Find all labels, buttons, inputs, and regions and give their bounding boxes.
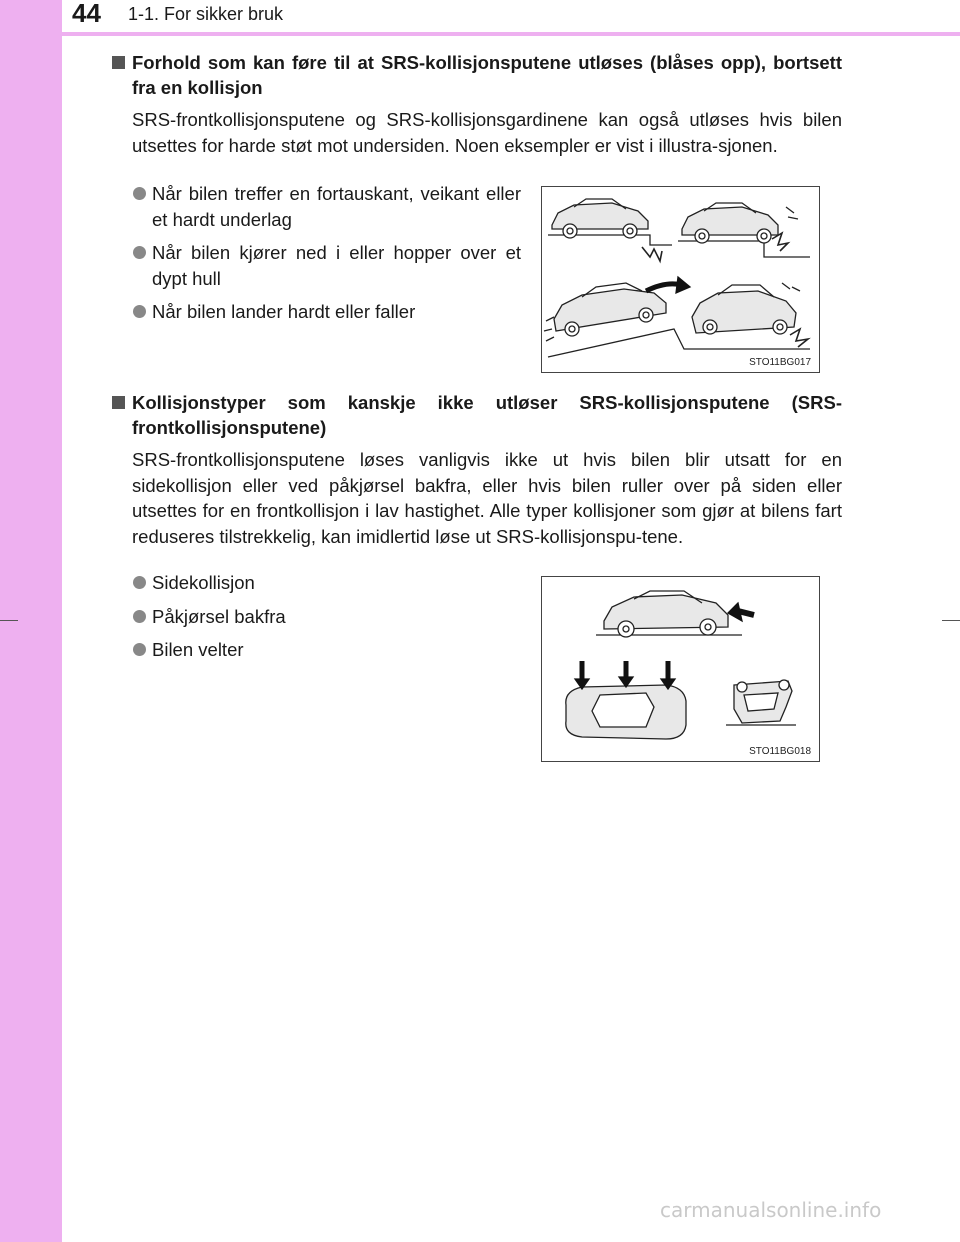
- header-rule: [62, 32, 960, 36]
- crop-mark-left: [0, 620, 18, 621]
- page-number: 44: [72, 0, 101, 28]
- list-item: [133, 604, 521, 630]
- bullet-dot-icon: [133, 305, 146, 318]
- section-heading-text: Kollisjonstyper som kanskje ikke utløser SRS-kollisjonsputene (SRS-frontkollisjonsputene): [132, 392, 842, 438]
- list-item-text: Påkjørsel bakfra: [152, 605, 286, 627]
- heading-square-icon: [112, 56, 125, 69]
- list-item-text: Når bilen treffer en fortauskant, veikant eller et hardt underlag: [152, 183, 521, 230]
- crop-mark-right: [942, 620, 960, 621]
- section-body-text: SRS-frontkollisjonsputene og SRS-kollisjonsgardinene kan også utløses hvis bilen utsettes for harde støt mot undersiden. Noen eksempler er vist i illustra-sjonen.: [132, 109, 842, 156]
- chapter-side-tab: [0, 0, 62, 1242]
- bullet-dot-icon: [133, 576, 146, 589]
- figure-code: STO11BG018: [749, 746, 811, 757]
- list-item-text: Sidekollisjon: [152, 572, 255, 593]
- figure-code: STO11BG017: [749, 357, 811, 368]
- list-item: [133, 181, 521, 232]
- bullet-dot-icon: [133, 246, 146, 259]
- section-airbag-triggers: [110, 50, 842, 158]
- watermark-logo: carmanualsonline.info: [660, 1198, 882, 1222]
- bullet-dot-icon: [133, 187, 146, 200]
- section-heading: [110, 50, 842, 100]
- bullet-list-triggers: [133, 181, 521, 333]
- collision-types-illustration: [542, 577, 819, 761]
- list-item-text: Når bilen kjører ned i eller hopper over et dypt hull: [152, 242, 521, 289]
- section-heading-text: Forhold som kan føre til at SRS-kollisjonsputene utløses (blåses opp), bortsett fra en kollisjon: [132, 52, 842, 98]
- bullet-dot-icon: [133, 610, 146, 623]
- section-heading: [110, 390, 842, 440]
- list-item: [133, 570, 521, 596]
- illustration-collision-types: [541, 576, 820, 762]
- bullet-list-collisions: [133, 570, 521, 671]
- list-item: [133, 240, 521, 291]
- list-item: [133, 637, 521, 663]
- car-impact-illustration: [542, 187, 819, 372]
- bullet-dot-icon: [133, 643, 146, 656]
- chapter-title: 1-1. For sikker bruk: [128, 4, 284, 24]
- section-body-text: SRS-frontkollisjonsputene løses vanligvis ikke ut hvis bilen blir utsatt for en sidekollisjon eller ved påkjørsel bakfra, eller hvis bilen ruller over på siden eller utsettes for en frontkollisjon i lav hastighet. Alle typer kollisjoner som gjør at bilens fart reduseres tilstrekkelig, kan imidlertid løse ut SRS-kollisjonspu-tene.: [132, 449, 842, 547]
- section-no-deploy-collisions: [110, 390, 842, 549]
- list-item-text: Når bilen lander hardt eller faller: [152, 301, 416, 322]
- illustration-underbody-impacts: [541, 186, 820, 373]
- heading-square-icon: [112, 396, 125, 409]
- list-item: [133, 299, 521, 325]
- list-item-text: Bilen velter: [152, 639, 244, 660]
